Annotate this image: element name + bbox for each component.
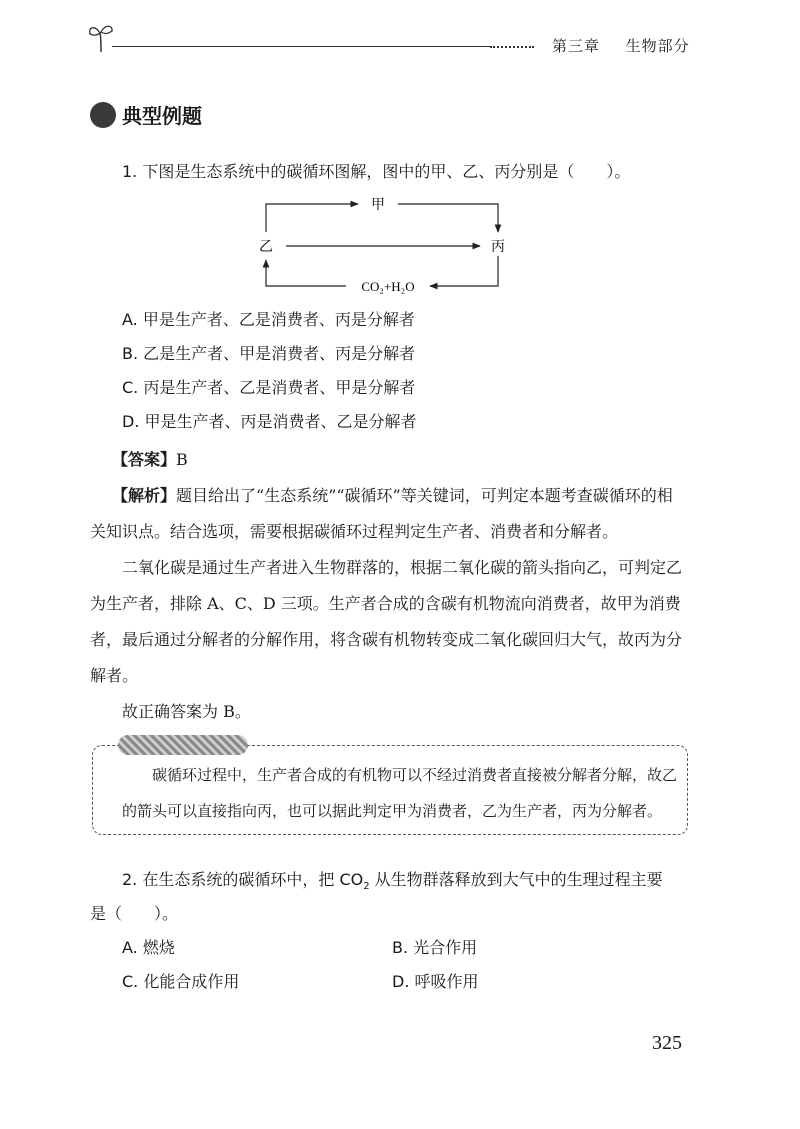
node-co2-h2o: CO₂+H₂O xyxy=(361,279,415,294)
node-bing: 丙 xyxy=(491,239,505,255)
q1-conclusion: 故正确答案为 B。 xyxy=(122,702,251,721)
q1-option-a: A. 甲是生产者、乙是消费者、丙是分解者 xyxy=(122,310,415,329)
answer-label: 【答案】 xyxy=(112,450,177,469)
carbon-cycle-diagram xyxy=(250,190,520,300)
q2-stem-sub: 2 xyxy=(363,881,370,893)
q2-option-d: D. 呼吸作用 xyxy=(392,972,479,991)
section-label: 生物部分 xyxy=(625,37,690,55)
header-rule xyxy=(112,46,534,47)
q1-stem: 1. 下图是生态系统中的碳循环图解，图中的甲、乙、丙分别是（ ）。 xyxy=(122,162,631,181)
section-title: 典型例题 xyxy=(122,104,202,128)
q2-stem-line1 xyxy=(122,864,663,903)
q1-analysis-line1 xyxy=(112,480,673,512)
tip-box xyxy=(92,745,688,835)
q1-option-d: D. 甲是生产者、丙是消费者、乙是分解者 xyxy=(122,412,417,431)
header-rule-dots xyxy=(490,46,534,48)
q1-analysis-line2: 关知识点。结合选项，需要根据碳循环过程判定生产者、消费者和分解者。 xyxy=(90,522,619,541)
q1-para2-line2: 为生产者，排除 A、C、D 三项。生产者合成的含碳有机物流向消费者，故甲为消费 xyxy=(90,594,681,613)
q2-stem-part1: 2. 在生态系统的碳循环中，把 CO xyxy=(122,870,364,889)
sprout-icon xyxy=(86,20,116,54)
chapter-label: 第三章 xyxy=(552,37,601,55)
section-badge-icon xyxy=(90,102,116,128)
tip-tab-decoration xyxy=(118,735,248,755)
tip-line2: 的箭头可以直接指向丙，也可以据此判定甲为消费者，乙为生产者，丙为分解者。 xyxy=(122,802,663,820)
section-heading xyxy=(90,100,202,129)
answer-value: B xyxy=(176,450,188,469)
q1-para2-line4: 解者。 xyxy=(90,666,139,685)
q2-option-b: B. 光合作用 xyxy=(392,938,478,957)
q2-option-c: C. 化能合成作用 xyxy=(122,972,240,991)
q2-stem-line2: 是（ ）。 xyxy=(90,904,179,923)
tip-line1: 碳循环过程中，生产者合成的有机物可以不经过消费者直接被分解者分解，故乙 xyxy=(152,766,678,784)
q1-option-c: C. 丙是生产者、乙是消费者、甲是分解者 xyxy=(122,378,416,397)
analysis-label: 【解析】 xyxy=(112,486,177,505)
q1-answer xyxy=(112,444,188,476)
q1-para2-line1: 二氧化碳是通过生产者进入生物群落的，根据二氧化碳的箭头指向乙，可判定乙 xyxy=(122,558,683,577)
q1-option-b: B. 乙是生产者、甲是消费者、丙是分解者 xyxy=(122,344,416,363)
analysis-text-1: 题目给出了“生态系统”“碳循环”等关键词，可判定本题考查碳循环的相 xyxy=(176,486,673,505)
node-jia: 甲 xyxy=(371,197,385,213)
q2-stem-part2: 从生物群落释放到大气中的生理过程主要 xyxy=(369,870,663,889)
q1-para2-line3: 者，最后通过分解者的分解作用，将含碳有机物转变成二氧化碳回归大气，故丙为分 xyxy=(90,630,683,649)
q2-option-a: A. 燃烧 xyxy=(122,938,175,957)
page-number: 325 xyxy=(652,1032,682,1054)
running-header xyxy=(552,35,690,56)
node-yi: 乙 xyxy=(259,239,273,255)
